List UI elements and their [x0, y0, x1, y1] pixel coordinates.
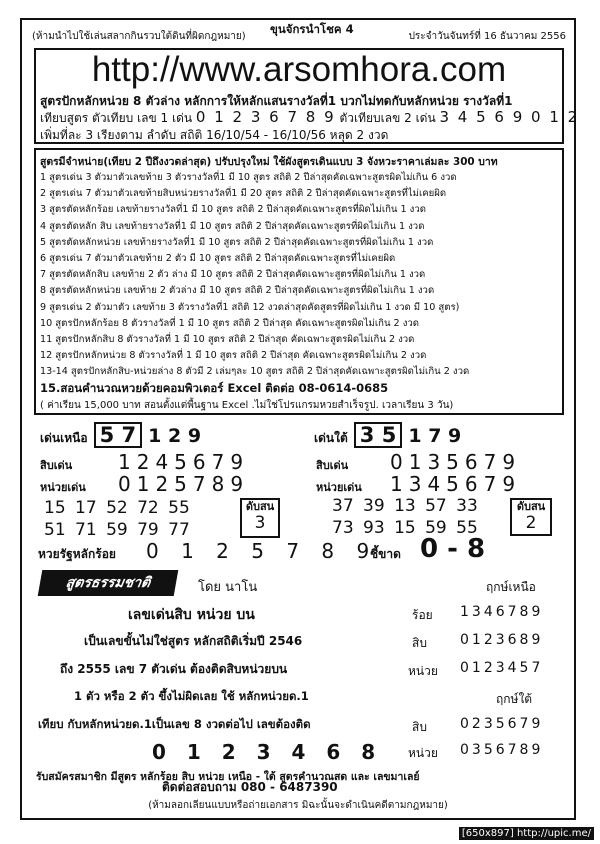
- north-main: [40, 422, 201, 448]
- info-line-1: เลขเด่นสิบ หน่วย บน: [128, 607, 255, 623]
- south-cut-box: [510, 498, 552, 536]
- bottom-digits: 0 1 2 3 4 6 8: [152, 740, 382, 764]
- pick-label: ชี้ขาด: [370, 547, 401, 561]
- formula-item: 9 สูตรเด่น 2 ตัวมาตัว เลขท้าย 3 ตัวรางวัลที่1 สถิติ 12 งวดล่าสุดคัดสูตรที่ผิดไม่เกิน 1 งวด มี 10 สูตร): [40, 301, 460, 313]
- south-side-key-1: สิบ: [412, 720, 427, 734]
- north-side-title: ฤกษ์เหนือ: [486, 580, 536, 594]
- north-units-label: หน่วยเด่น: [40, 481, 86, 494]
- formula-item: 12 สูตรปักหลักหน่วย 8 ตัวรางวัลที่ 1 มี 10 สูตร สถิติ 2 ปีล่าสุด คัดเฉพาะสูตรผิดไม่เกิน 2 งวด: [40, 350, 427, 362]
- nature-formula-section: [34, 568, 564, 788]
- info-line-3: ถึง 2555 เลข 7 ตัวเด่น ต้องติดสิบหน่วยบน: [60, 662, 288, 676]
- south-tens-digits: 0135679: [390, 450, 522, 474]
- compare-digits-2: 3 4 5 6 9 0 1 2: [439, 108, 580, 126]
- formula-list-box: [34, 148, 564, 415]
- north-rest-digits: 1 2 9: [148, 425, 202, 447]
- south-tens-label: สิบเด่น: [316, 459, 349, 472]
- info-line-4: 1 ตัว หรือ 2 ตัว ขึ้งไม่ผิดเลย ใช้ หลักหน่วยด.1: [74, 689, 309, 703]
- formula-intro: สูตรมีจำหน่าย(เทียบ 2 ปีถึงงวดล่าสุด) ปรับปรุงใหม่ ใช้ผังสูตรเดินแบบ 3 จังหวะราคาเล่มละ 300 บาท: [40, 156, 498, 168]
- forecast-section: [34, 420, 564, 566]
- south-side-val-2: 0356789: [460, 742, 544, 758]
- gov-digits: 0 1 2 5 7 8 9: [146, 539, 376, 563]
- south-cut-label: ดับสน: [516, 500, 546, 513]
- formula-item: 3 สูตรตัดหลักร้อย เลขท้ายรางวัลที่1 มี 10 สูตร สถิติ 2 ปีล่าสุดคัดเฉพาะสูตรที่ผิดไม่เกิน 1 งวด: [40, 204, 426, 216]
- formula-item: 11 สูตรปักหลักสิบ 8 ตัวรางวัลที่ 1 มี 10 สูตร สถิติ 2 ปีล่าสุด คัดเฉพาะสูตรผิดไม่เกิน 2 งวด: [40, 334, 415, 345]
- south-units-digits: 1345679: [390, 472, 522, 496]
- north-boxed-digits: 5 7: [94, 422, 143, 448]
- north-pairs-2: 51 71 59 79 77: [44, 520, 190, 540]
- compare-label: เทียบสูตร ตัวเทียบ เลข 1 เด่น: [40, 111, 193, 125]
- north-side-val-1: 1346789: [460, 604, 544, 620]
- north-label: เด่นเหนือ: [40, 431, 88, 445]
- north-tens-digits: 1245679: [118, 450, 250, 474]
- formula-item: 13-14 สูตรปักหลักสิบ-หน่วยล่าง 8 ตัวมี 2 เล่มๆละ 10 สูตร สถิติ 2 ปีล่าสุดคัดเฉพาะสูตรผิดไม่เกิน 2 งวด: [40, 366, 470, 378]
- pick-digits: 0 - 8: [420, 534, 486, 564]
- gov-label: หวยรัฐหลักร้อย: [38, 547, 116, 561]
- south-rest-digits: 1 7 9: [408, 425, 462, 447]
- copyright-footer: (ห้ามลอกเลียนแบบหรือถ่ายเอกสาร มิฉะนั้นจะดำเนินคดีตามกฎหมาย): [148, 800, 448, 811]
- compare-digits-1: 0 1 2 3 6 7 8 9: [195, 108, 336, 126]
- south-pairs-1: 37 39 13 57 33: [332, 496, 478, 516]
- formula-item: 1 สูตรเด่น 3 ตัวมาตัวเลขท้าย 3 ตัวรางวัลที่1 มี 10 สูตร สถิติ 2 ปีล่าสุดคัดเฉพาะสูตรผิดไม่เกิน 6 งวด: [40, 172, 457, 183]
- north-side-val-3: 0123457: [460, 660, 544, 676]
- north-side-key-1: ร้อย: [412, 608, 433, 622]
- south-main: [314, 422, 461, 448]
- lottery-sheet: [20, 18, 580, 820]
- formula-line-3: เพิ่มที่ละ 3 เรียงตาม ลำดับ สถิติ 16/10/54 - 16/10/56 หลุด 2 งวด: [40, 128, 389, 142]
- member-line: รับสมัครสมาชิก มีสูตร หลักร้อย สิบ หน่วย เหนือ - ใต้ สูตรคำนวณสด และ เลขมาเลย์: [36, 771, 420, 783]
- page-header: [22, 20, 574, 46]
- info-line-2: เป็นเลขขั้นไม่ใช่สูตร หลักสถิติเริ่มปี 2546: [84, 634, 303, 648]
- north-cut-box: [240, 498, 280, 538]
- website-url[interactable]: http://www.arsomhora.com: [91, 50, 507, 89]
- formula-item: 4 สูตรตัดหลัก สิบ เลขท้ายรางวัลที่1 มี 10 สูตร สถิติ 2 ปีล่าสุดคัดเฉพาะสูตรที่ผิดไม่เกิน 1 งวด: [40, 220, 425, 232]
- north-side-key-3: หน่วย: [408, 664, 438, 678]
- south-side-val-1: 0235679: [460, 716, 544, 732]
- formula-line-1: สูตรปักหลักหน่วย 8 ตัวล่าง หลักการให้หลักแสนรางวัลที่1 บวกไม่ทดกับหลักหน่วย รางวัลที่1: [40, 94, 513, 108]
- issue-date: ประจำวันจันทร์ที่ 16 ธันวาคม 2556: [408, 31, 566, 42]
- south-side-key-2: หน่วย: [408, 746, 438, 760]
- course-line: 15.สอนคำนวณหวยด้วยคอมพิวเตอร์ Excel ติดต่อ 08-0614-0685: [40, 381, 389, 395]
- sheet-title: ขุนจักรนำโชค 4: [270, 22, 354, 36]
- north-side-key-2: สิบ: [412, 636, 427, 650]
- formula-item: 8 สูตรตัดหลักหน่วย เลขท้าย 2 ตัวล่าง มี 10 สูตร สถิติ 2 ปีล่าสุดคัดเฉพาะสูตรที่ผิดไม่เกิน 1 งวด: [40, 285, 435, 297]
- north-pairs-1: 15 17 52 72 55: [44, 498, 190, 518]
- formula-line-2: [40, 108, 579, 128]
- formula-item: 10 สูตรปักหลักร้อย 8 ตัวรางวัลที่ 1 มี 10 สูตร สถิติ 2 ปีล่าสุด คัดเฉพาะสูตรผิดไม่เกิน 2 งวด: [40, 317, 420, 329]
- legal-warning: (ห้ามนำไปใช้เล่นสลากกินรวบใต้ดินที่ผิดกฎหมาย): [32, 31, 246, 42]
- north-cut-digit: 3: [254, 513, 266, 533]
- course-note: ( ค่าเรียน 15,000 บาท สอนตั้งแต่พื้นฐาน Excel .ไม่ใช่โปรแกรมหวยสำเร็จรูป. เวลาเรียน 3 วัน): [40, 400, 454, 411]
- south-units-label: หน่วยเด่น: [316, 481, 362, 494]
- formula-item: 5 สูตรตัดหลักหน่วย เลขท้ายรางวัลที่1 มี 10 สูตร สถิติ 2 ปีล่าสุดคัดเฉพาะสูตรที่ผิดไม่เกิน 1 งวด: [40, 236, 434, 248]
- contact-line: ติดต่อสอบถาม 080 - 6487390: [162, 780, 338, 794]
- compare-label-2: ตัวเทียบเลข 2 เด่น: [339, 111, 436, 125]
- south-cut-digit: 2: [525, 513, 537, 533]
- north-units-digits: 0125789: [118, 472, 250, 496]
- north-side-val-2: 0123689: [460, 632, 544, 648]
- author: โดย นาโน: [198, 580, 258, 595]
- south-label: เด่นใต้: [314, 431, 348, 445]
- info-line-5: เทียบ กับหลักหน่วยด.1เป็นเลข 8 งวดต่อไป เลขต้องติด: [38, 717, 311, 731]
- nature-formula-logo: สูตรธรรมชาติ: [38, 570, 179, 596]
- north-tens-label: สิบเด่น: [40, 459, 73, 472]
- north-cut-label: ดับสน: [245, 500, 275, 513]
- south-side-title: ฤกษ์ใต้: [496, 692, 533, 706]
- formula-item: 6 สูตรเด่น 7 ตัวมาตัวเลขท้าย 2 ตัว มี 10 สูตร สถิติ 2 ปีล่าสุดคัดเฉพาะสูตรที่ไม่เคยผิด: [40, 253, 396, 264]
- formula-item: 2 สูตรเด่น 7 ตัวมาตัวเลขท้ายสิบหน่วยรางวัลที่1 มี 20 สูตร สถิติ 2 ปีล่าสุดคัดเฉพาะสูตรที่ไม่เคยผิด: [40, 188, 447, 200]
- formula-item: 7 สูตรตัดหลักสิบ เลขท้าย 2 ตัว ล่าง มี 10 สูตร สถิติ 2 ปีล่าสุดคัดเฉพาะสูตรที่ผิดไม่เกิน 1 งวด: [40, 269, 426, 281]
- south-pairs-2: 73 93 15 59 55: [332, 518, 478, 538]
- website-box: [34, 48, 580, 144]
- south-boxed-digits: 3 5: [354, 422, 403, 448]
- watermark: [650x897] http://upic.me/: [459, 827, 594, 840]
